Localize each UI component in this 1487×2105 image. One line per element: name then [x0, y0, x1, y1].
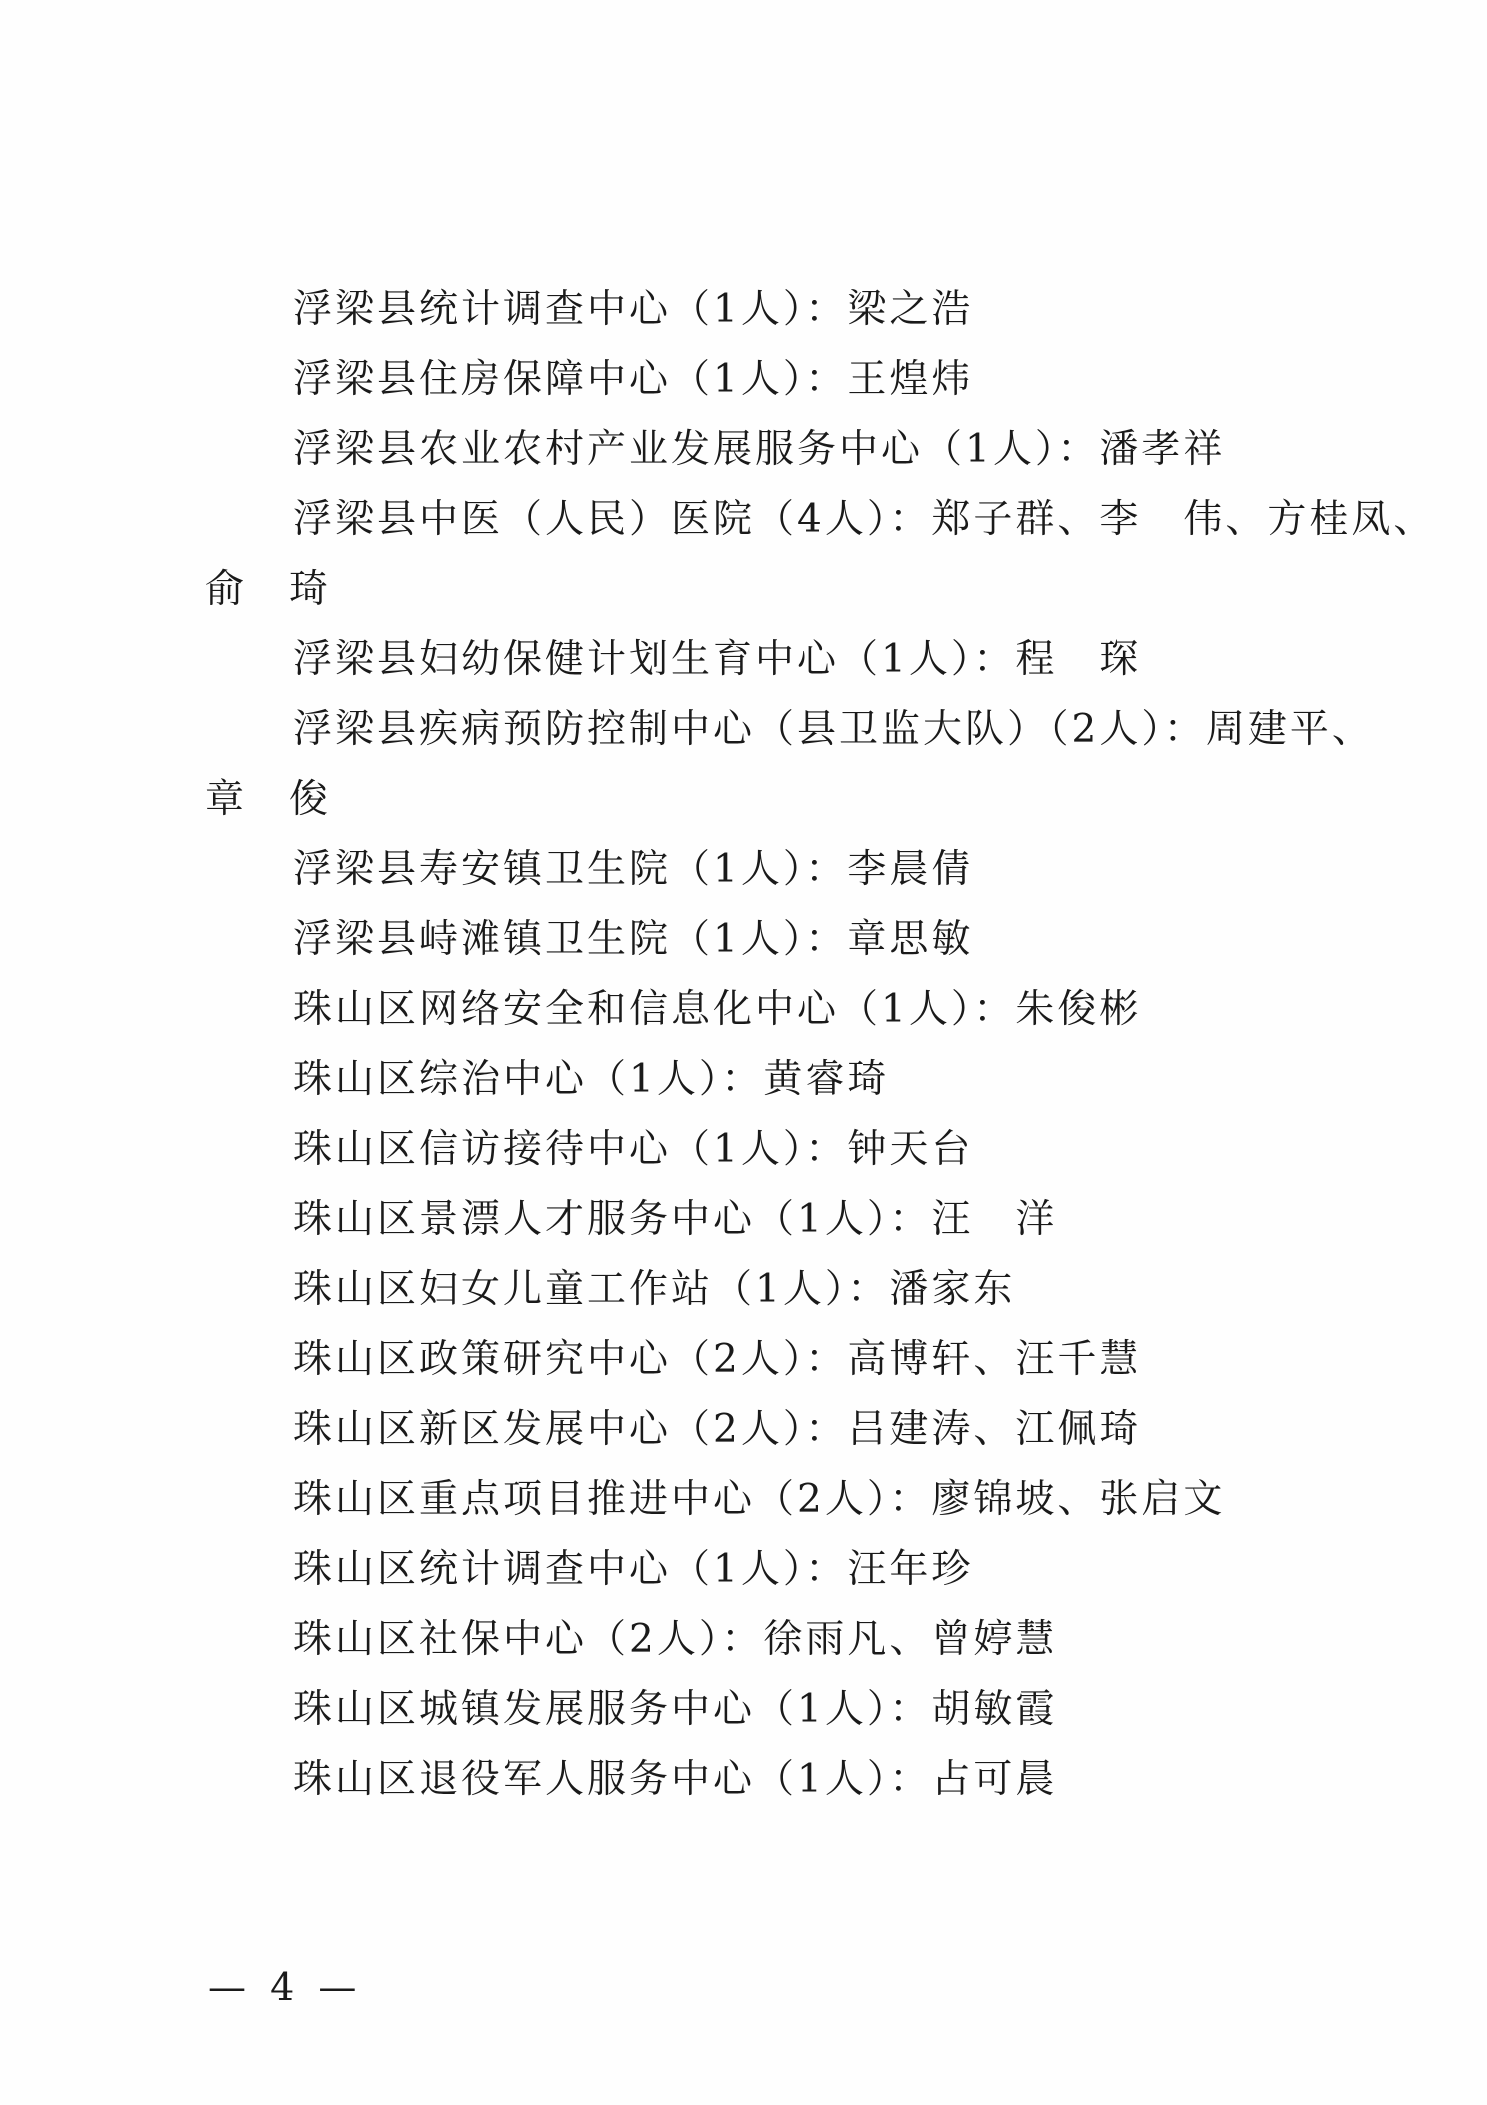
list-item: 浮梁县住房保障中心（1人）：王煌炜	[293, 357, 974, 402]
page-number: — 4 —	[208, 1965, 363, 2009]
list-item: 浮梁县统计调查中心（1人）：梁之浩	[293, 287, 974, 332]
list-item: 珠山区妇女儿童工作站（1人）：潘家东	[293, 1267, 1016, 1312]
list-item: 珠山区信访接待中心（1人）：钟天台	[293, 1127, 974, 1172]
list-item: 珠山区网络安全和信息化中心（1人）：朱俊彬	[293, 987, 1142, 1032]
name-list	[205, 275, 1436, 1815]
list-item: 浮梁县疾病预防控制中心（县卫监大队）（2人）：周建平、	[293, 707, 1374, 752]
list-item: 浮梁县峙滩镇卫生院（1人）：章思敏	[293, 917, 974, 962]
list-item: 浮梁县中医（人民）医院（4人）：郑子群、李 伟、方桂凤、	[293, 497, 1436, 542]
list-item: 珠山区政策研究中心（2人）：高博轩、汪千慧	[293, 1337, 1142, 1382]
list-item: 珠山区城镇发展服务中心（1人）：胡敏霞	[293, 1687, 1058, 1732]
list-item: 浮梁县妇幼保健计划生育中心（1人）：程 琛	[293, 637, 1142, 682]
list-item-continuation: 俞 琦	[205, 567, 332, 612]
list-item-continuation: 章 俊	[205, 777, 332, 822]
list-item: 珠山区综治中心（1人）：黄睿琦	[293, 1057, 890, 1102]
list-item: 珠山区景漂人才服务中心（1人）：汪 洋	[293, 1197, 1058, 1242]
list-item: 珠山区退役军人服务中心（1人）：占可晨	[293, 1757, 1058, 1802]
list-item: 珠山区新区发展中心（2人）：吕建涛、江佩琦	[293, 1407, 1142, 1452]
list-item: 珠山区重点项目推进中心（2人）：廖锦坡、张启文	[293, 1477, 1226, 1522]
list-item: 浮梁县寿安镇卫生院（1人）：李晨倩	[293, 847, 974, 892]
list-item: 珠山区统计调查中心（1人）：汪年珍	[293, 1547, 974, 1592]
list-item: 珠山区社保中心（2人）：徐雨凡、曾婷慧	[293, 1617, 1058, 1662]
list-item: 浮梁县农业农村产业发展服务中心（1人）：潘孝祥	[293, 427, 1226, 472]
